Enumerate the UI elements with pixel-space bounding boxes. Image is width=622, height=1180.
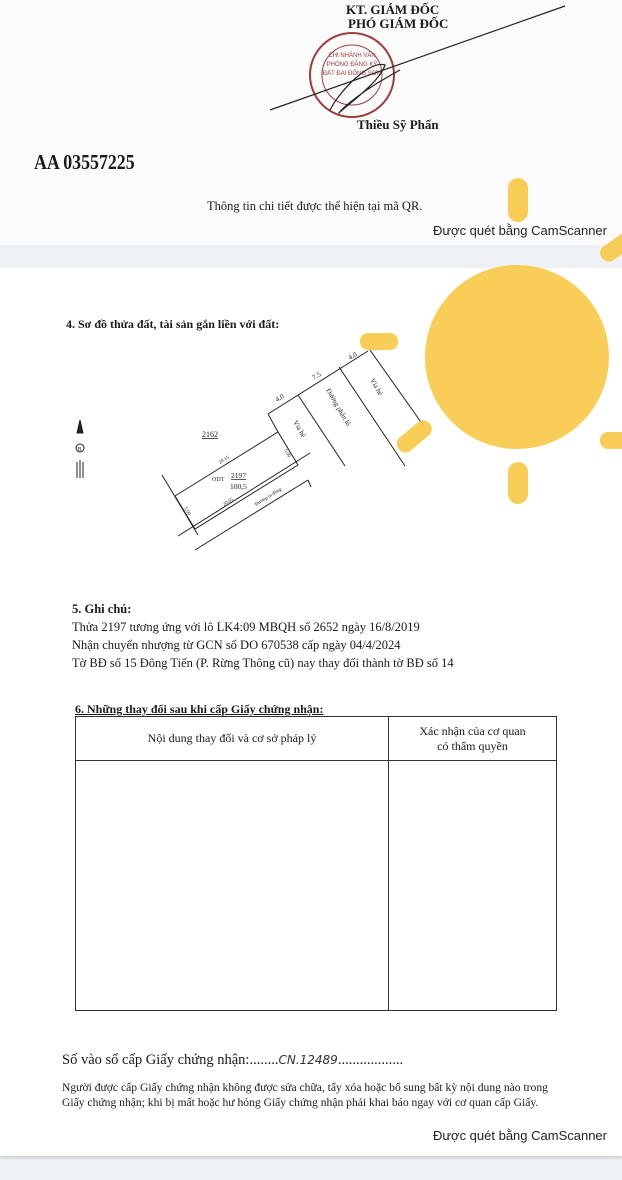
parcel-number: 2197: [231, 471, 246, 480]
neighbor-parcel: 2162: [202, 430, 218, 439]
qr-note: Thông tin chi tiết được thể hiện tại mã QR.: [207, 199, 423, 213]
camscanner-watermark: Được quét bằng CamScanner: [432, 223, 607, 238]
label-road: Đường phân lô: [324, 387, 353, 428]
title-pho-giam-doc: PHÓ GIÁM ĐỐC: [348, 16, 449, 31]
note-item: Tờ BĐ số 15 Đông Tiến (P. Rừng Thông cũ) nay thay đổi thành tờ BĐ số 14: [72, 656, 454, 670]
header-confirmation: Xác nhận của cơ quan có thẩm quyền: [389, 717, 557, 761]
sun-sticker-icon: [360, 178, 622, 504]
warning-text: Người được cấp Giấy chứng nhận không được sửa chữa, tẩy xóa hoặc bổ sung bất kỳ nội dung nào trong Giấy chứng nhận; khi bị mất hoặc hư hỏng Giấy chứng nhận phải khai báo ngay với cơ quan cấp Giấy.: [62, 1081, 548, 1109]
label-sidewalk-1: Vỉa hè: [291, 419, 308, 439]
parcel-area: 100,5: [230, 482, 247, 491]
land-type: ODT: [212, 477, 225, 483]
header-content: Nội dung thay đổi và cơ sở pháp lý: [76, 717, 389, 761]
camscanner-watermark-2: Được quét bằng CamScanner: [432, 1128, 607, 1143]
svg-text:B: B: [77, 447, 82, 453]
signer-name: Thiều Sỹ Phấn: [357, 117, 439, 132]
label-field-road: Đường ra đồng: [254, 487, 283, 508]
notes-list: [72, 618, 454, 672]
north-arrow-icon: [76, 420, 84, 478]
dim-right: 5.00: [282, 448, 291, 459]
content-cell: [76, 761, 389, 1011]
label-sidewalk-2: Vỉa hè: [368, 377, 385, 397]
width-sidewalk-1: 4.0: [273, 392, 286, 404]
serial-number: AA 03557225: [34, 150, 135, 174]
registry-number: Số vào sổ cấp Giấy chứng nhận:........CN.12489..................: [62, 1052, 404, 1068]
confirmation-cell: [389, 761, 557, 1011]
section4-title: 4. Sơ đồ thửa đất, tài sản gắn liền với đất:: [66, 317, 280, 331]
changes-table: [75, 716, 557, 1011]
dim-top: 20.15: [218, 455, 231, 466]
note-item: Thửa 2197 tương ứng với lô LK4:09 MBQH số 2652 ngày 16/8/2019: [72, 620, 420, 634]
width-sidewalk-2: 4.0: [346, 350, 359, 362]
width-road: 7.5: [310, 370, 323, 382]
title-kt-giam-doc: KT. GIÁM ĐỐC: [346, 2, 440, 17]
section5-title: 5. Ghi chú:: [72, 602, 132, 616]
note-item: Nhận chuyển nhượng từ GCN số DO 670538 cấp ngày 04/4/2024: [72, 638, 401, 652]
section6-title: 6. Những thay đổi sau khi cấp Giấy chứng nhận:: [75, 702, 324, 716]
dim-bottom: 20.05: [222, 497, 235, 508]
seal-text: CHI NHÁNH VĂN PHÒNG ĐĂNG KÝ ĐẤT ĐAI ĐÔNG SƠN: [322, 53, 382, 77]
registry-handwritten: CN.12489: [278, 1053, 338, 1067]
dim-left: 5.00: [182, 506, 191, 517]
